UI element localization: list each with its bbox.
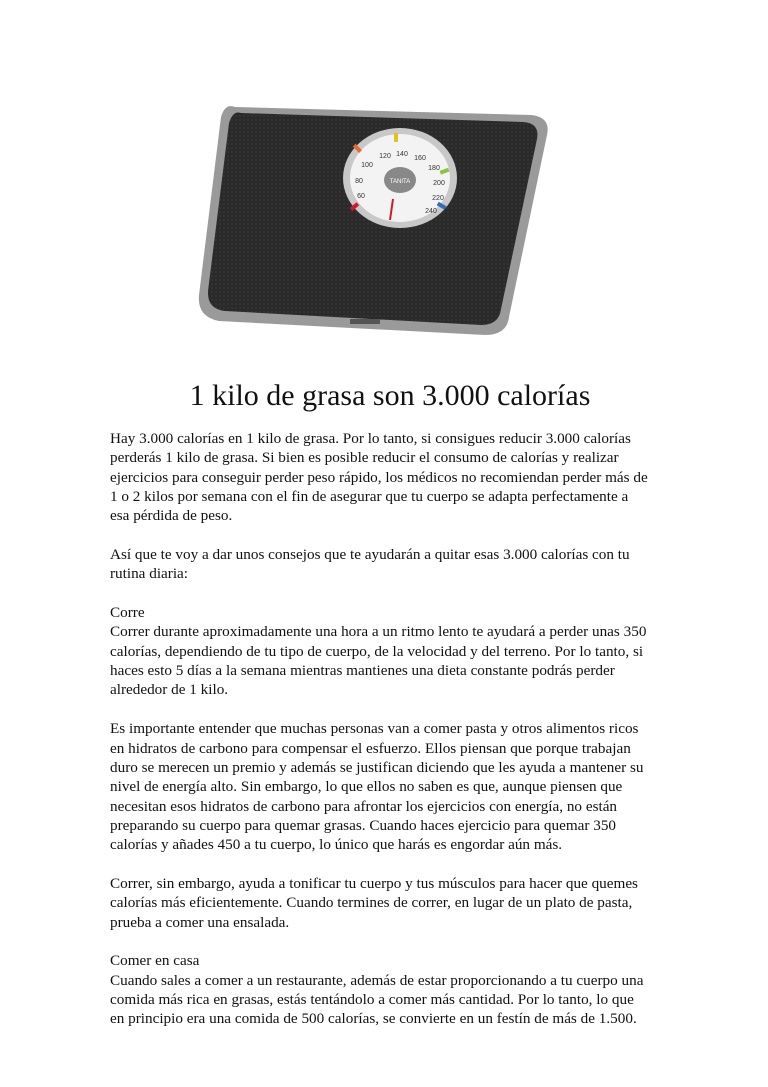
article-body <box>110 429 670 1048</box>
text-line: necesitan esos hidratos de carbono para afrontar los ejercicios con energía, no están <box>110 797 618 815</box>
dial-number: 120 <box>379 153 391 160</box>
dial-number: 100 <box>361 162 373 169</box>
text-line: calorías más eficientemente. Cuando termines de correr, en lugar de un plato de pasta, <box>110 894 633 912</box>
text-line: Hay 3.000 calorías en 1 kilo de grasa. Por lo tanto, si consigues reducir 3.000 calorías <box>110 430 631 447</box>
page-title: 1 kilo de grasa son 3.000 calorías <box>189 379 591 412</box>
dial-number: 220 <box>432 195 444 202</box>
text-line: Es importante entender que muchas personas van a comer pasta y otros alimentos ricos <box>110 720 639 738</box>
dial-number: 240 <box>425 208 437 215</box>
dial-number: 200 <box>433 180 445 187</box>
text-line: calorías, dependiendo de tu tipo de cuerpo, de la velocidad y del terreno. Por lo tanto, si <box>110 642 644 660</box>
text-line: comida más rica en grasas, estás tentándolo a comer más cantidad. Por lo tanto, lo que <box>110 990 634 1008</box>
dial-number: 80 <box>355 178 363 185</box>
text-line: 1 o 2 kilos por semana con el fin de asegurar que tu cuerpo se adapta perfectamente a <box>110 488 629 506</box>
paragraph <box>110 951 670 1028</box>
text-line: rutina diaria: <box>110 565 189 583</box>
text-line: perderás 1 kilo de grasa. Si bien es posible reducir el consumo de calorías y realizar <box>110 449 619 467</box>
text-line: prueba a comer una ensalada. <box>110 913 290 931</box>
text-line: esa pérdida de peso. <box>110 507 233 525</box>
text-line: Cuando sales a comer a un restaurante, además de estar proporcionando a tu cuerpo una <box>110 971 644 989</box>
dial-number: 160 <box>414 155 426 162</box>
text-line: preparando su cuerpo para quemar grasas. Cuando haces ejercicio para quemar 350 <box>110 816 617 834</box>
text-line: Corre <box>110 604 145 622</box>
bathroom-scale-image <box>195 95 575 345</box>
paragraph <box>110 429 670 526</box>
text-line: Correr, sin embargo, ayuda a tonificar tu cuerpo y tus músculos para hacer que quemes <box>110 874 638 892</box>
dial-number: 60 <box>357 193 365 200</box>
text-line: alrededor de 1 kilo. <box>110 681 229 699</box>
paragraph <box>110 874 670 932</box>
text-line: Correr durante aproximadamente una hora a un ritmo lento te ayudará a perder unas 350 <box>110 623 647 641</box>
text-line: Comer en casa <box>110 952 200 970</box>
paragraph <box>110 719 670 854</box>
text-line: Así que te voy a dar unos consejos que te ayudarán a quitar esas 3.000 calorías con tu <box>110 546 630 564</box>
text-line: haces esto 5 días a la semana mientras mantienes una dieta constante podrás perder <box>110 662 615 680</box>
dial-number: 140 <box>396 151 408 158</box>
brand-logo: TANITA <box>389 179 411 185</box>
dial-number: 180 <box>428 165 440 172</box>
paragraph <box>110 545 670 584</box>
text-line: nivel de energía alto. Sin embargo, lo que ellos no saben es que, aunque piensen que <box>110 778 623 796</box>
text-line: ejercicios para conseguir perder peso rápido, los médicos no recomiendan perder más de <box>110 468 648 486</box>
paragraph <box>110 603 670 700</box>
text-line: en principio era una comida de 500 calorías, se convierte en un festín de más de 1.500. <box>110 1010 637 1028</box>
text-line: duro se merecen un premio y además se justifican diciendo que les ayuda a mantener su <box>110 758 644 776</box>
text-line: en hidratos de carbono para compensar el esfuerzo. Ellos piensan que porque trabajan <box>110 739 631 757</box>
text-line: calorías y añades 450 a tu cuerpo, lo único que harás es engordar aún más. <box>110 836 563 854</box>
